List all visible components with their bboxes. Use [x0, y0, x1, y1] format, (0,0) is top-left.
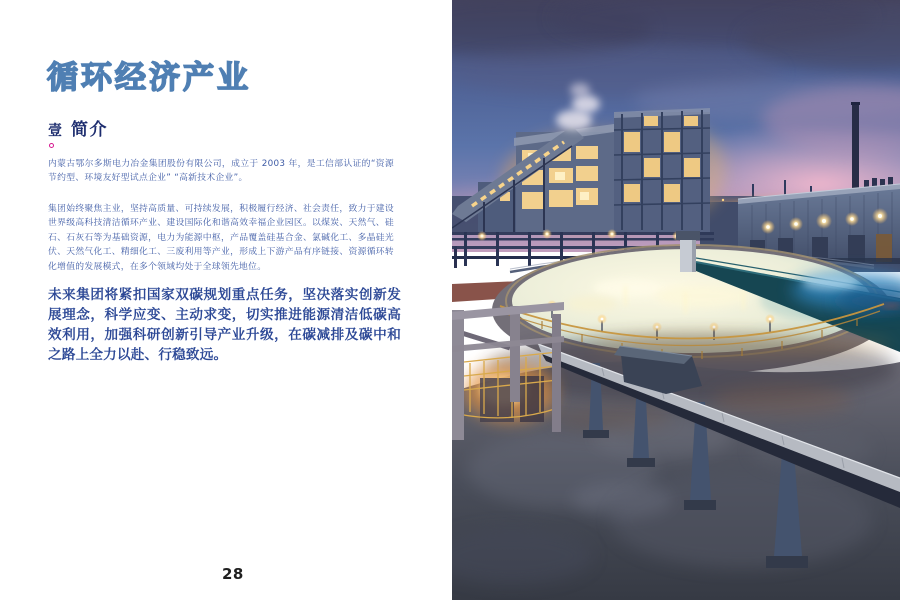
section-heading	[48, 115, 108, 140]
accent-ring-icon	[49, 143, 54, 148]
industrial-plant-photo	[452, 0, 900, 600]
section-marker	[48, 120, 62, 140]
section-marker-numeral: 壹	[48, 123, 62, 139]
future-outlook-paragraph: 未来集团将紧扣国家双碳规划重点任务，坚决落实创新发展理念，科学应变、主动求变，切实推进能源清洁低碳高效利用，加强科研创新引导产业升级，在碳减排及碳中和之路上全力以赴、行稳致远。	[48, 287, 401, 363]
industrial-plant-illustration	[452, 0, 900, 600]
section-title: 简介	[71, 120, 108, 140]
page-title: 循环经济产业	[47, 60, 251, 96]
intro-paragraph-business: 集团始终聚焦主业，坚持高质量、可持续发展，积极履行经济、社会责任，致力于建设世界级高科技清洁循环产业、建设国际化和谐高效幸福企业园区。以煤炭、天然气、硅石、石灰石等为基础资源，电力为能源中枢，产品覆盖硅基合金、氯碱化工、多晶硅光伏、天然气化工、精细化工、三废利用等产业，形成上下游产品有序链接、资源循环转化增值的发展模式，在多个领域均处于全球领先地位。	[48, 204, 394, 272]
page-number: 28	[222, 565, 244, 583]
intro-paragraph-company: 内蒙古鄂尔多斯电力冶金集团股份有限公司，成立于 2003 年，是工信部认证的“资源节约型、环境友好型试点企业” “高新技术企业”。	[48, 159, 394, 184]
